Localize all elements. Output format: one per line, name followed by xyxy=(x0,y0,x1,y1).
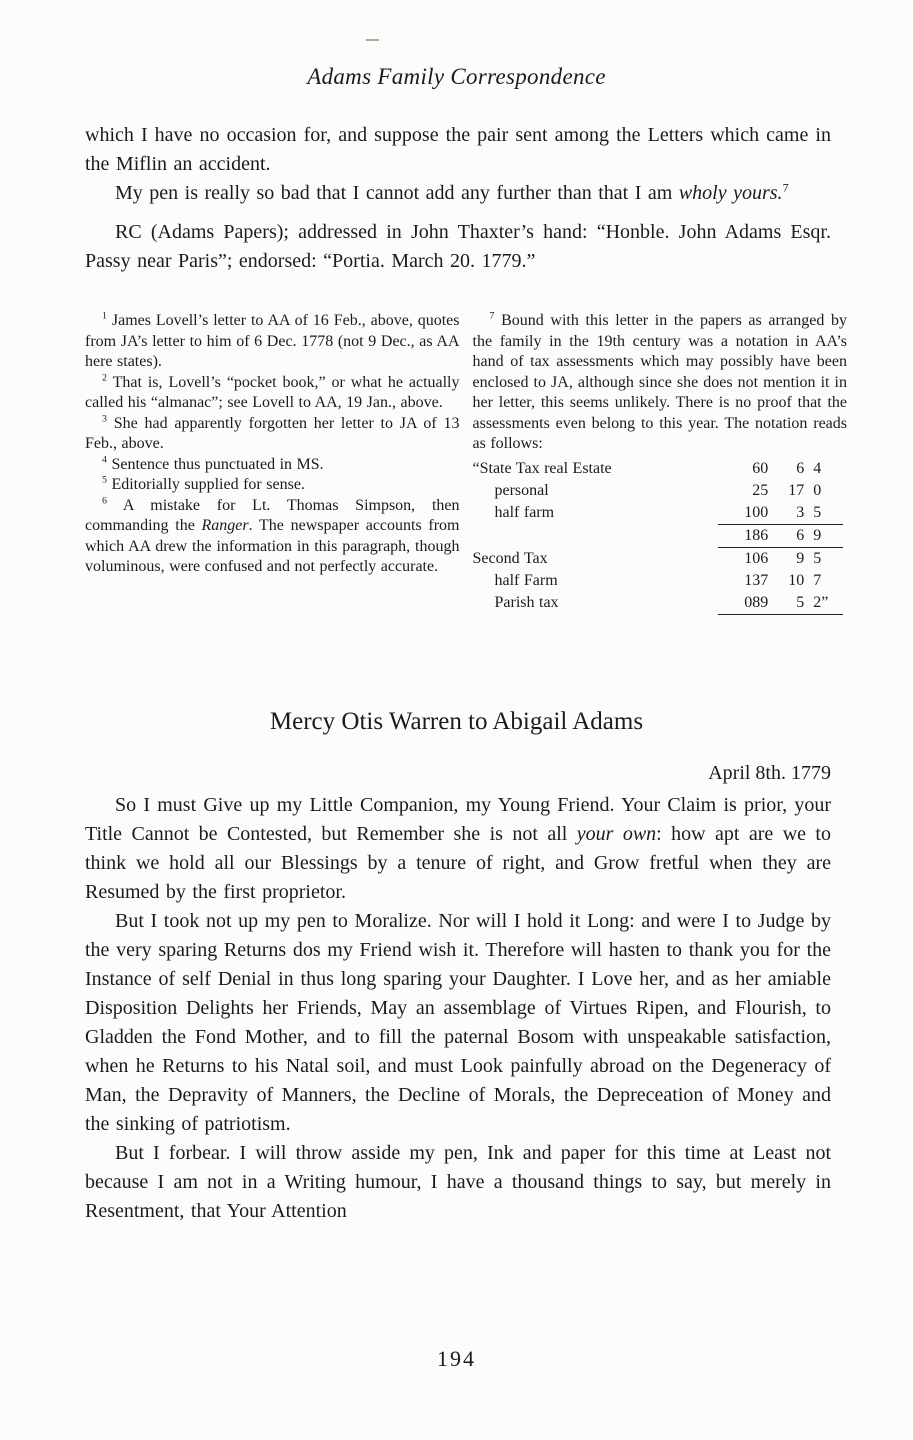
paragraph: But I took not up my pen to Moralize. Nor will I hold it Long: and were I to Judge by the very sparing Returns dos my Friend wish it. Therefore will hasten to thank you for the Instance of self Denial in thus long sparing your Daughter. I Love her, and as her amiable Disposition Delights her Friends, May an assemblage of Virtues Ripen, and Flourish, to Gladden the Fond Mother, and to fill the paternal Bosom with unspeakable satisfaction, when he Returns to his Natal soil, and must Look painfully abroad on the Degeneracy of Man, the Depravity of Manners, the Decline of Morals, the Depreceation of Money and the sinking of patriotism. xyxy=(85,910,831,1135)
amount-pence: 7 xyxy=(813,571,822,589)
provenance-note: RC (Adams Papers); addressed in John Thaxter’s hand: “Honble. John Adams Esqr. Passy near Paris”; endorsed: “Portia. March 20. 1779.” xyxy=(85,221,831,272)
letter-heading: Mercy Otis Warren to Abigail Adams xyxy=(269,708,644,735)
footnote-text: A mistake for Lt. Thomas Simpson, then commanding the xyxy=(85,496,460,534)
footnote-number: 4 xyxy=(102,454,107,466)
table-row xyxy=(473,592,844,615)
footnote xyxy=(85,455,460,476)
footnote-text: Editorially supplied for sense. xyxy=(111,476,305,493)
italic-phrase: wholy yours. xyxy=(678,182,783,204)
footnote xyxy=(85,496,460,578)
footnote-number: 2 xyxy=(102,372,107,384)
table-row xyxy=(473,570,844,592)
amount-pounds: 089 xyxy=(718,592,768,615)
row-label xyxy=(473,525,719,548)
footnote xyxy=(473,311,848,455)
footnotes-right-column xyxy=(473,311,848,615)
amount-shillings: 9 xyxy=(796,549,805,567)
paragraph: But I forbear. I will throw asside my pen, Ink and paper for this time at Least not because I am not in a Writing humour, I have a thousand things to say, but merely in Resentment, that Your Attention xyxy=(85,1142,831,1222)
footnote-reference: 7 xyxy=(782,180,789,195)
amount-pounds: 60 xyxy=(752,459,769,477)
amount-shillings: 3 xyxy=(768,502,804,525)
footnotes-left-column xyxy=(85,311,460,615)
footnote-number: 3 xyxy=(102,413,107,425)
footnote-number: 7 xyxy=(489,310,495,322)
footnote-text: She had apparently forgotten her letter to JA of 13 Feb., above. xyxy=(85,414,460,452)
footnote-number: 5 xyxy=(102,474,107,486)
tax-assessment-table xyxy=(473,458,844,615)
footnote-text: That is, Lovell’s “pocket book,” or what he actually called his “almanac”; see Lovell to AA, 19 Jan., above. xyxy=(85,373,460,411)
paragraph-text: So I must Give up my Little Companion, my Young Friend. Your Claim is prior, your Title Cannot be Contested, but Remember she is not all xyxy=(85,794,831,845)
table-row xyxy=(473,458,844,480)
row-label: “State Tax real Estate xyxy=(472,459,612,477)
footnote-number: 1 xyxy=(102,310,107,322)
footnote xyxy=(85,311,460,373)
amount-pounds: 100 xyxy=(718,502,768,525)
footnote xyxy=(85,373,460,414)
amount-pounds: 25 xyxy=(752,481,769,499)
amount-pence: 2” xyxy=(804,592,843,615)
italic-ship-name: Ranger xyxy=(201,517,249,534)
amount-pounds: 186 xyxy=(718,525,768,548)
amount-shillings: 10 xyxy=(788,571,805,589)
paragraph-text: which I have no occasion for, and suppose the pair sent among the Letters which came in the Miflin an accident. xyxy=(85,124,831,175)
row-label: Parish tax xyxy=(494,593,559,611)
paragraph xyxy=(85,179,831,208)
amount-shillings: 5 xyxy=(768,592,804,615)
footnote-text: Sentence thus punctuated in MS. xyxy=(111,455,324,473)
paragraph xyxy=(85,121,831,179)
row-label: half Farm xyxy=(494,571,558,589)
letter-march20-body xyxy=(85,121,831,276)
amount-shillings: 17 xyxy=(788,481,805,499)
scan-artifact xyxy=(366,39,379,41)
paragraph-text: My pen is really so bad that I cannot add any further than that I am xyxy=(115,182,679,204)
amount-pence: 0 xyxy=(813,481,822,499)
table-row xyxy=(473,502,844,525)
footnotes-section xyxy=(85,311,847,615)
paragraph-text: : how apt are we to think we hold all our Blessings by a tenure of right, and Grow fretful when they are Resumed by the first proprietor. xyxy=(85,823,831,903)
amount-pounds: 137 xyxy=(744,571,769,589)
amount-pence: 9 xyxy=(804,525,843,548)
footnote-text: Bound with this letter in the papers as arranged by the family in the 19th century was a notation in AA’s hand of tax assessments which may possibly have been enclosed to JA, although since she does not mention it in her letter, this seems unlikely. There is no proof that the assessments even belong to this year. The notation reads as follows: xyxy=(472,312,847,452)
amount-pence: 5 xyxy=(804,502,843,525)
italic-phrase: your own xyxy=(576,823,657,845)
amount-shillings: 6 xyxy=(796,459,805,477)
amount-pounds: 106 xyxy=(744,549,769,567)
table-row xyxy=(473,480,844,502)
paragraph xyxy=(85,791,831,907)
page-number: 194 xyxy=(437,1346,476,1371)
row-label: Second Tax xyxy=(472,549,548,567)
footnote-text: James Lovell’s letter to AA of 16 Feb., above, quotes from JA’s letter to him of 6 Dec. 1778 (not 9 Dec., as AA here states). xyxy=(85,312,460,370)
footnote xyxy=(85,414,460,455)
footnote-text: . The newspaper accounts from which AA drew the information in this paragraph, though voluminous, were confused and not perfectly accurate. xyxy=(85,517,460,575)
letter-april8-body xyxy=(85,791,831,1226)
table-row-subtotal xyxy=(473,525,844,548)
row-label: half farm xyxy=(494,503,555,521)
amount-shillings: 6 xyxy=(768,525,804,548)
table-row xyxy=(473,548,844,570)
running-head: Adams Family Correspondence xyxy=(307,64,606,89)
footnote xyxy=(85,475,460,496)
dateline: April 8th. 1779 xyxy=(708,762,831,784)
row-label: personal xyxy=(494,481,549,499)
amount-pence: 4 xyxy=(813,459,822,477)
amount-pence: 5 xyxy=(813,549,822,567)
footnote-number: 6 xyxy=(102,495,107,507)
